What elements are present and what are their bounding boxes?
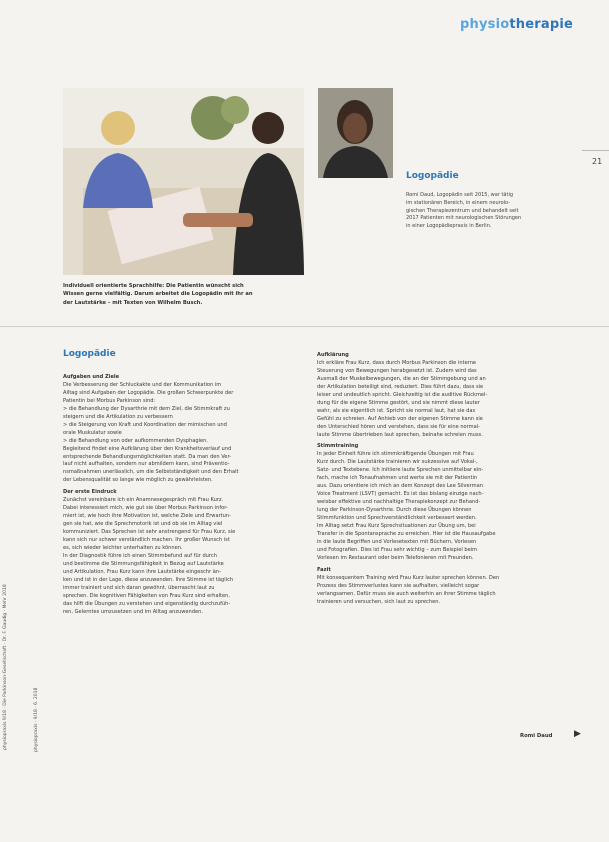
body-line: entsprechende Behandlungsmöglichkeiten statt. Da man den Ver- [63, 453, 232, 460]
body-line: Ausmaß der Muskelbewegungen, die an der Stimmgebung und an [317, 375, 486, 382]
body-line: der Artikulation beteiligt sind, reduziert. Dies führt dazu, dass sie [317, 383, 484, 390]
page-tick [582, 150, 609, 151]
author-bio [406, 192, 582, 231]
body-line: Prozess des Stimmverlustes kann sie aufhalten, vielleicht sogar [317, 582, 480, 589]
bio-line: Romi Daud, Logopädin seit 2015, war tätig [406, 192, 514, 198]
body-line: Steuerung von Bewegungen herabgesetzt ist. Zudem wird das [317, 367, 477, 374]
caption-line: Individuell orientierte Sprachhilfe: Die Patientin wünscht sich [63, 283, 244, 289]
body-line: lung der Parkinson-Dysarthrie. Durch diese Übungen können [317, 507, 472, 514]
header-suffix: therapie [509, 17, 574, 32]
body-line: Voice Treatment (LSVT) gemacht. Es ist das bislang einzige nach- [317, 491, 484, 498]
body-line: Ich erkläre Frau Kurz, dass durch Morbus Parkinson die interne [317, 359, 477, 366]
body-line: In jeder Einheit führe ich stimmkräftigende Übungen mit Frau [317, 451, 474, 458]
body-line: > die Behandlung der Dysarthrie mit dem Ziel, die Stimmkraft zu [63, 405, 230, 412]
body-line: Vorlesen im Restaurant oder beim Telefonieren mit Freunden. [317, 554, 474, 561]
body-line: Dabei interessiert mich, wie gut sie über Morbus Parkinson infor- [63, 505, 228, 512]
body-line: Zunächst vereinbare ich ein Anamnesegespräch mit Frau Kurz. [63, 497, 224, 504]
body-line: orale Muskulatur sowie [63, 429, 122, 436]
body-line: Kurz durch. Die Lautstärke trainieren wir sukzessive auf Vokal-, [317, 459, 478, 466]
portrait-photo [318, 88, 393, 178]
body-line: nsmaßnahmen unerlässlich, um die Selbstständigkeit und den Erhalt [63, 469, 239, 476]
body-line: aus. Dazu orientiere ich mich an dem Konzept des Lee Silverman [317, 483, 483, 490]
body-line: Alltag sind Aufgaben der Logopädie. Die großen Schwerpunkte der [63, 389, 234, 396]
body-line: weisbar effektive und nachhaltige Therapiekonzept zur Behand- [317, 499, 481, 506]
body-line: > die Steigerung von Kraft und Koordination der mimischen und [63, 421, 227, 428]
body-line: Satz- und Textebene. Ich initiiere laute Sprechen unmittelbar ein- [317, 467, 484, 474]
bio-line: im stationären Bereich, in einem neurolo- [406, 199, 510, 206]
section-heading: Fazit [317, 566, 331, 573]
body-line: Begleitend findet eine Aufklärung über den Krankheitsverlauf und [63, 445, 232, 452]
body-line: wahr, als sie eigentlich ist. Spricht sie normal laut, hat sie das [317, 407, 476, 414]
body-line: und Artikulation. Frau Kurz kann ihre Lautstärke eingeschr än- [63, 568, 221, 575]
body-line: Patientin bei Morbus Parkinson sind: [63, 397, 156, 404]
body-line: gen sie hat, wie die Sprechmotorik ist und ob sie im Alltag viel [63, 521, 223, 528]
body-line: den Unterschied hören und verstehen, dass sie für eine normal- [317, 423, 481, 430]
body-line: verlangsamen. Dafür muss sie auch weiterhin an ihrer Stimme täglich [317, 590, 496, 597]
body-line: trainieren und versuchen, sich laut zu sprechen. [317, 598, 441, 605]
body-line: > die Behandlung von oder aufkommenden Dysphagien. [63, 437, 208, 444]
article-title: Logopädie [63, 349, 116, 359]
body-line: ren, Gelerntes umzusetzen und im Alltag anzuwenden. [63, 608, 203, 615]
body-line: kann sich nur schwer verständlich machen. Ihr großer Wunsch ist [63, 537, 230, 544]
body-line: das hilft die Übungen zu verstehen und eigenständig durchzufüh- [63, 600, 231, 607]
continue-arrow-icon: ▶ [574, 729, 581, 739]
vertical-footer: physiopraxis 9/18 · Die Parkinson-Gesellschaft · Dr. F. Gaudig · Mehr 2018 [3, 584, 8, 750]
section-heading: Der erste Eindruck [63, 489, 117, 496]
bio-line: 2017 Patienten mit neurologischen Störungen [406, 215, 522, 222]
caption-line: der Lautstärke – mit Texten von Wilhelm Busch. [63, 299, 203, 306]
body-line: leiser und undeutlich spricht. Gleichzeitig ist die auditive Rückmel- [317, 391, 488, 398]
body-line: Gefühl zu schreien. Auf Anhieb von der eigenen Stimme kann sie [317, 415, 483, 422]
body-line: steigern und die Artikulation zu verbessern [63, 413, 173, 420]
author-signature: Romi Daud [520, 733, 553, 739]
body-line: laute Stimme übertrieben laut sprechen, beinahe schreien muss. [317, 431, 483, 438]
portrait-illustration [318, 88, 393, 178]
therapy-photo-illustration [63, 88, 304, 275]
page-number: 21 [592, 157, 603, 166]
therapy-photo [63, 88, 304, 275]
body-line: Transfer in die Spontansprache zu erreichen. Hier ist die Hausaufgabe [317, 530, 496, 537]
body-line: miert ist, wie hoch ihre Motivation ist, welche Ziele und Erwartun- [63, 513, 231, 520]
body-line: Im Alltag setzt Frau Kurz Sprechsituationen zur Übung um, bei [317, 523, 476, 530]
body-line: sprechen. Die kognitiven Fähigkeiten von Frau Kurz sind erhalten, [63, 592, 230, 599]
bio-line: in einer Logopädiepraxis in Berlin. [406, 223, 492, 230]
photo-caption [63, 282, 313, 307]
sidebar-title: Logopädie [406, 171, 459, 181]
body-line: Mit konsequentem Training wird Frau Kurz lauter sprechen können. Den [317, 574, 500, 581]
body-line: lauf nicht aufhalten, sondern nur abmildern kann, sind Präventio- [63, 461, 230, 468]
header-prefix: physio [460, 17, 510, 32]
body-line: und bestimme die Stimmungsfähigkeit in Bezug auf Lautstärke [63, 560, 224, 567]
bio-line: gischen Therapiezentrum und behandelt seit [406, 207, 519, 214]
body-line: In der Diagnostik führe ich einen Stimmbefund auf für durch [63, 552, 217, 559]
section-heading: Aufklärung [317, 352, 349, 358]
body-line: in die laute Begriffen und Vorlesetexten mit Büchern, Vorlesen [317, 538, 477, 545]
section-divider [0, 326, 609, 327]
body-line: es, sich wieder leichter unterhalten zu können. [63, 545, 183, 552]
article-column-left [63, 374, 291, 617]
caption-line: Wissen gerne vielfältig. Darum arbeitet die Logopädin mit ihr an [63, 291, 253, 298]
article-column-right [317, 352, 549, 607]
section-header [460, 17, 573, 32]
body-line: ken und ist in der Lage, diese anzuwenden. Ihre Stimme ist täglich [63, 576, 234, 583]
body-line: und Fotografien. Dies ist Frau sehr wichtig – zum Beispiel beim [317, 546, 478, 553]
vertical-footer-2: physiopraxis · 9/18 · 6. 2018 [34, 687, 39, 752]
body-line: Stimmfunktion und Sprechverständlichkeit verbessert werden. [317, 515, 477, 522]
section-heading: Stimmtraining [317, 443, 359, 450]
body-line: der Lebensqualität so lange wie möglich zu gewährleisten. [63, 477, 213, 484]
body-line: dung für die eigene Stimme gestört, und sie nimmt diese lauter [317, 399, 480, 406]
body-line: immer trainiert und sich daran gewöhnt, überrascht laut zu [63, 584, 215, 591]
body-line: kommuniziert. Das Sprechen ist sehr anstrengend für Frau Kurz, sie [63, 529, 236, 536]
section-heading: Aufgaben und Ziele [63, 374, 120, 380]
body-line: Die Verbesserung der Schluckakte und der Kommunikation im [63, 381, 222, 388]
body-line: fach, mache ich Tonaufnahmen und werte sie mit der Patientin [317, 475, 478, 482]
